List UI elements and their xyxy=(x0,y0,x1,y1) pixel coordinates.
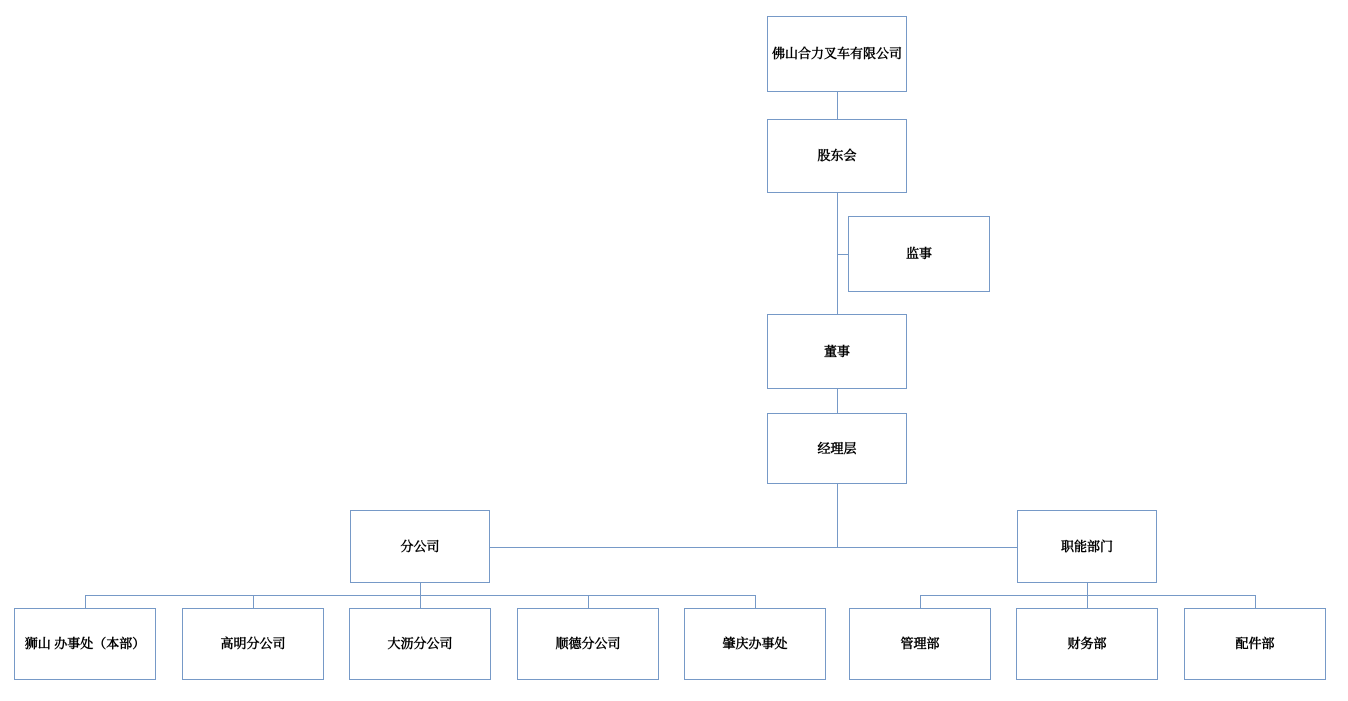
node-label: 佛山合力叉车有限公司 xyxy=(772,46,903,62)
node-management xyxy=(767,413,907,484)
node-shunde xyxy=(517,608,659,680)
connector-branch-drop-zhaoqing xyxy=(755,595,756,608)
node-label: 分公司 xyxy=(400,538,440,554)
connector-management-down xyxy=(837,484,838,547)
connector-shareholders-to-supervisor xyxy=(837,254,848,255)
node-label: 狮山 办事处（本部） xyxy=(24,636,146,652)
node-label: 管理部 xyxy=(900,636,940,652)
node-label: 顺德分公司 xyxy=(555,636,621,652)
connector-branch-drop-dali xyxy=(420,595,421,608)
node-peijian xyxy=(1184,608,1326,680)
connector-branch-drop-gaoming xyxy=(253,595,254,608)
node-dali xyxy=(349,608,491,680)
connector-function-drop-peijian xyxy=(1255,595,1256,608)
connector-branch-drop-shishan xyxy=(85,595,86,608)
connector-functions-down xyxy=(1087,583,1088,595)
node-label: 股东会 xyxy=(817,148,857,164)
node-zhaoqing xyxy=(684,608,826,680)
node-label: 高明分公司 xyxy=(220,636,286,652)
node-label: 董事 xyxy=(823,343,850,359)
connector-director-to-management xyxy=(837,389,838,413)
node-supervisor xyxy=(848,216,990,292)
node-label: 监事 xyxy=(905,246,932,262)
node-label: 职能部门 xyxy=(1060,538,1113,554)
node-guanli xyxy=(849,608,991,680)
node-label: 肇庆办事处 xyxy=(722,636,788,652)
connector-branches-to-functions xyxy=(490,547,1017,548)
node-shishan xyxy=(14,608,156,680)
node-branches xyxy=(350,510,490,583)
node-label: 大沥分公司 xyxy=(387,636,453,652)
node-label: 财务部 xyxy=(1067,636,1107,652)
node-gaoming xyxy=(182,608,324,680)
connector-branch-drop-shunde xyxy=(588,595,589,608)
connector-function-drop-caiwu xyxy=(1087,595,1088,608)
node-director xyxy=(767,314,907,389)
node-functions xyxy=(1017,510,1157,583)
connector-company-to-shareholders xyxy=(837,92,838,119)
node-caiwu xyxy=(1016,608,1158,680)
node-label: 配件部 xyxy=(1235,636,1275,652)
node-company xyxy=(767,16,907,92)
connector-branches-down xyxy=(420,583,421,595)
node-shareholders xyxy=(767,119,907,193)
connector-function-drop-guanli xyxy=(920,595,921,608)
node-label: 经理层 xyxy=(817,440,857,456)
